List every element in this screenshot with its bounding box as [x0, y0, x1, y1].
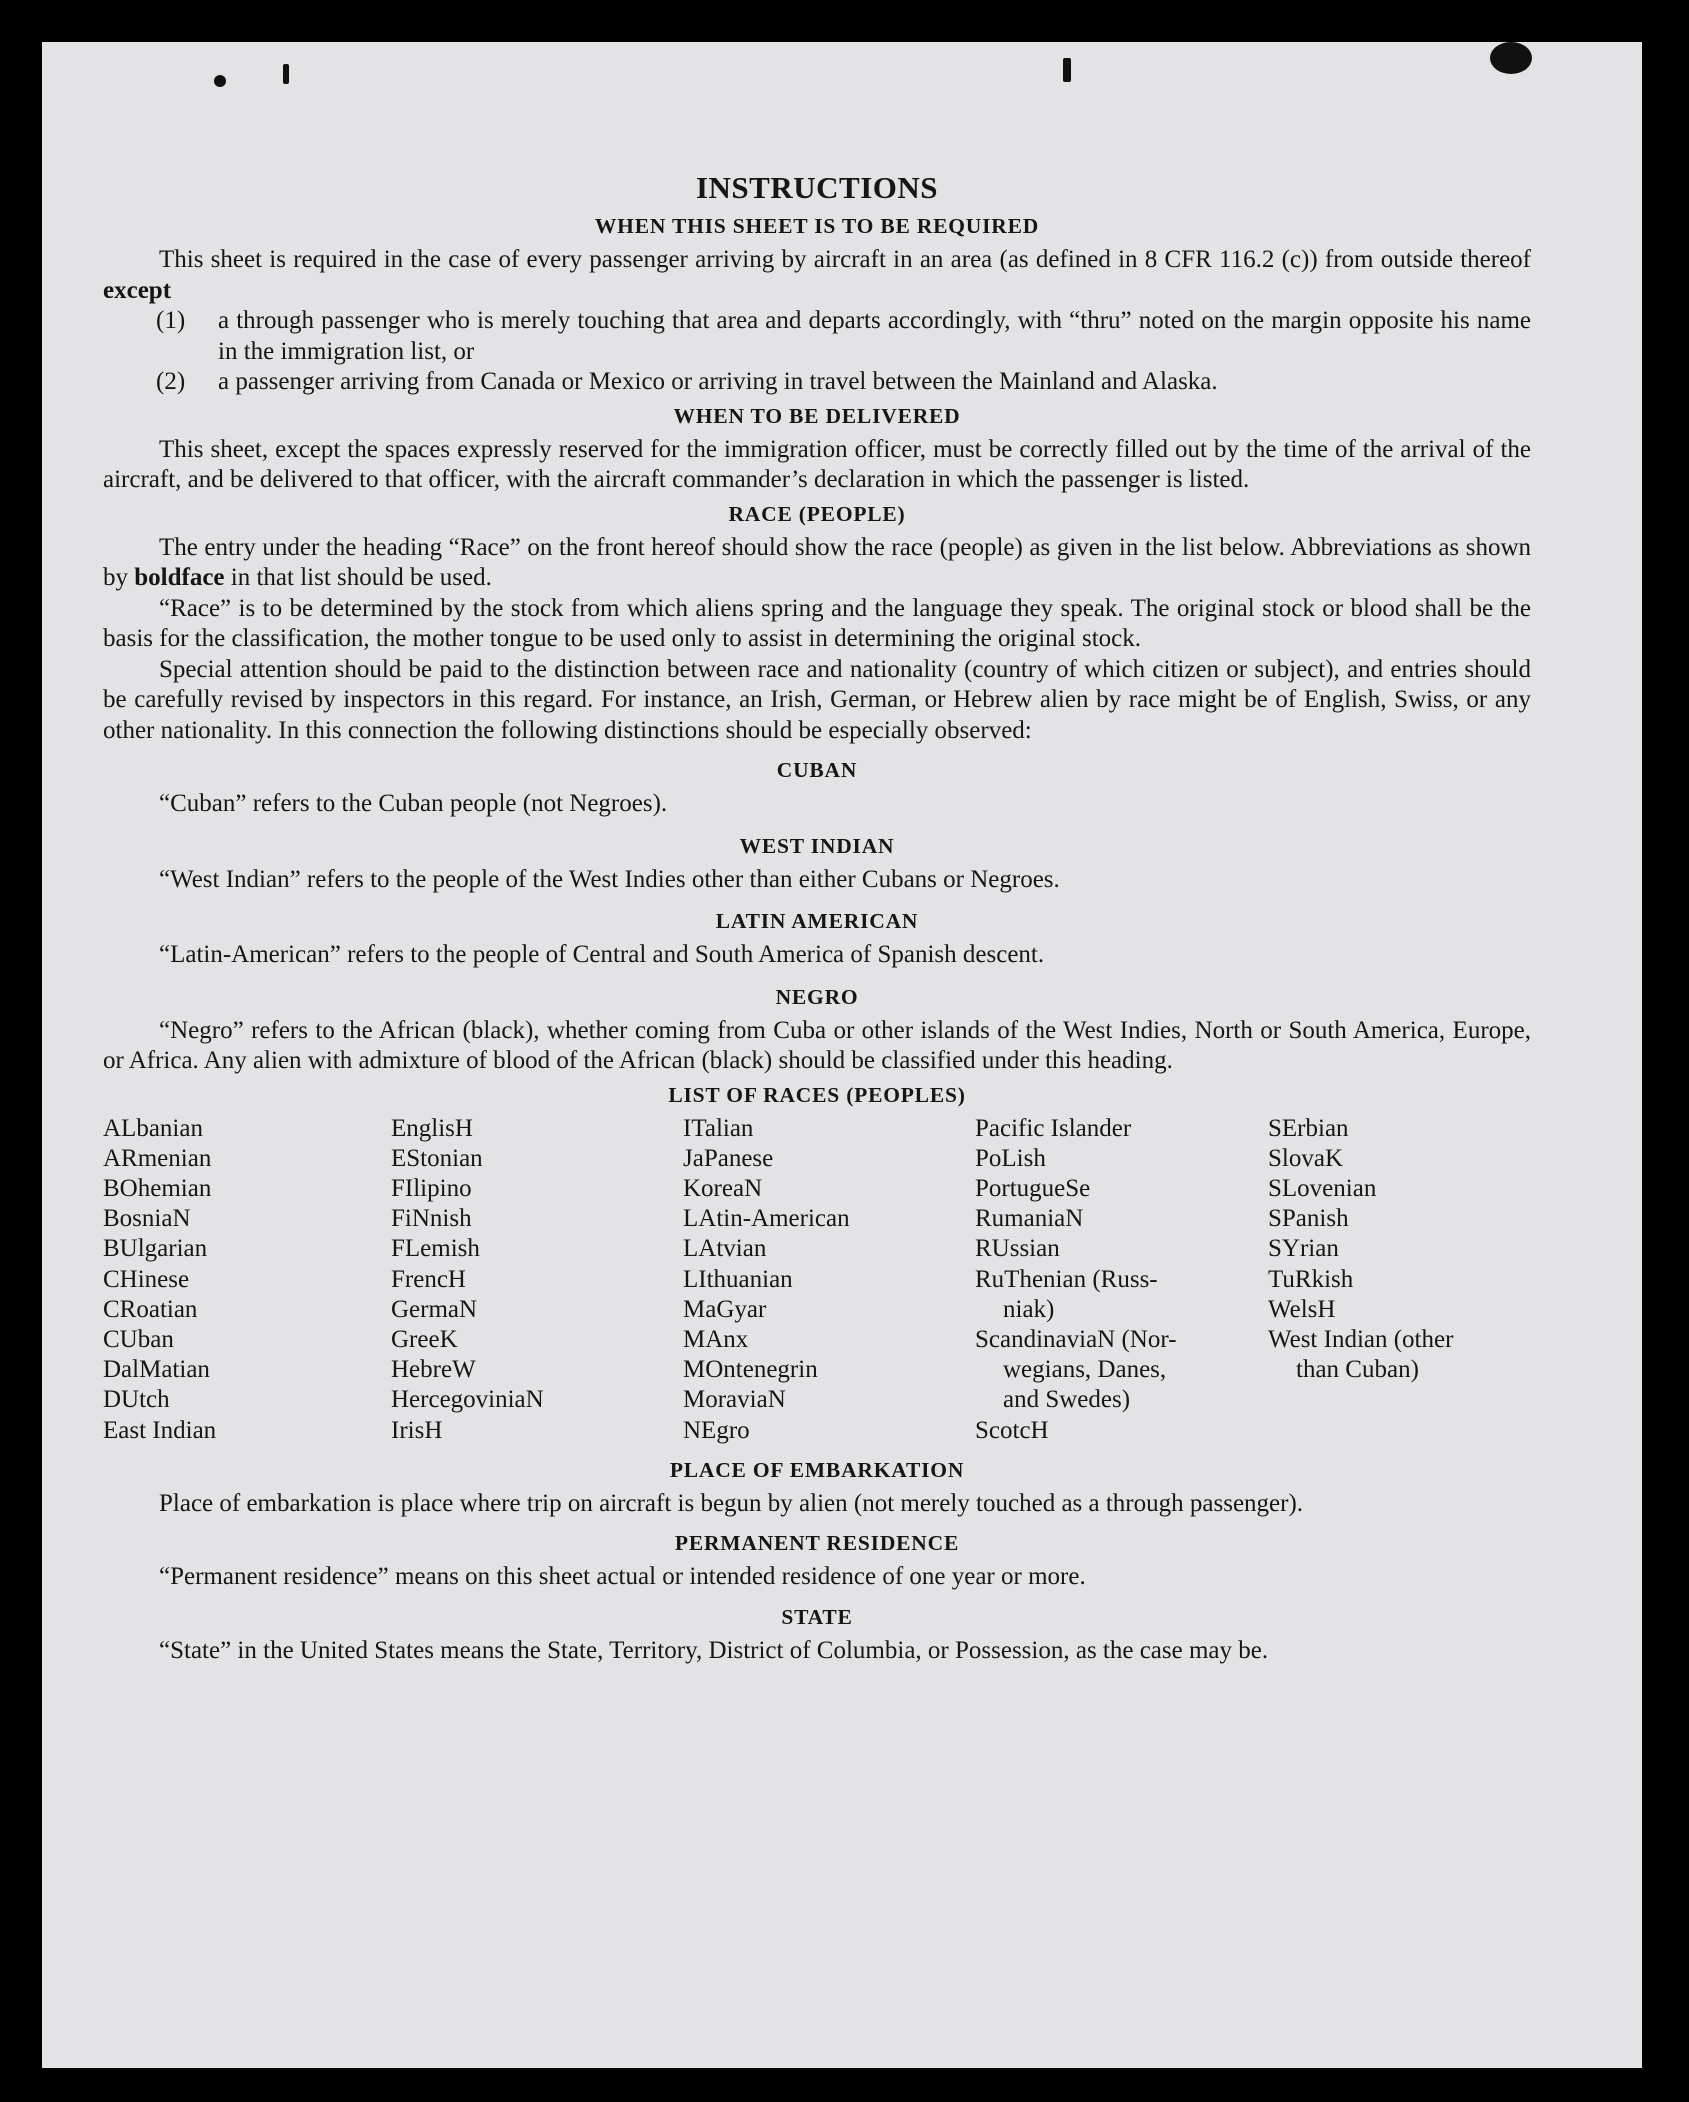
paragraph: “Latin-American” refers to the people of Central and South America of Spanish descent. — [159, 941, 1045, 968]
races-column — [683, 1114, 975, 1446]
races-column — [1268, 1114, 1453, 1446]
list-item — [103, 367, 1531, 398]
section-heading: PLACE OF EMBARKATION — [669, 1457, 965, 1482]
section-heading: WHEN TO BE DELIVERED — [673, 403, 961, 428]
race-entry: HercegoviniaN — [391, 1386, 544, 1414]
race-entry: FrencH — [391, 1265, 466, 1293]
section-heading: CUBAN — [776, 758, 858, 782]
race-entry: DUtch — [103, 1386, 170, 1414]
ink-speck — [1063, 58, 1071, 82]
list-text: a passenger arriving from Canada or Mexico or arriving in travel between the Mainland and Alaska. — [218, 368, 1218, 395]
paragraph: This sheet, except the spaces expressly reserved for the immigration officer, must be correctly filled out by the time of the arrival of the aircraft, and be delivered to that officer, with the aircraft commander’s declaration in which the passenger is listed. — [103, 435, 1531, 493]
race-entry: MAnx — [683, 1325, 749, 1353]
paragraph-bold-text: boldface — [134, 564, 225, 591]
race-entry: MoraviaN — [683, 1386, 786, 1414]
race-entry: WelsH — [1268, 1295, 1336, 1323]
paragraph: “Permanent residence” means on this sheet actual or intended residence of one year or more. — [159, 1563, 1086, 1591]
race-entry: IrisH — [391, 1416, 443, 1444]
race-entry: SlovaK — [1268, 1144, 1343, 1172]
race-entry: SYrian — [1268, 1235, 1339, 1263]
page-title: INSTRUCTIONS — [695, 170, 938, 205]
races-column — [391, 1114, 683, 1446]
paragraph-text: This sheet is required in the case of every passenger arriving by aircraft in an area (as defined in 8 CFR 116.2 (c)) from outside thereof — [159, 246, 1531, 273]
race-entry: CRoatian — [103, 1295, 198, 1323]
race-entry: LAtin-American — [683, 1205, 850, 1233]
list-text: a through passenger who is merely touching that area and departs accordingly, with “thru” noted on the margin opposite his name in the immigration list, or — [218, 307, 1531, 365]
race-entry: LAtvian — [683, 1235, 767, 1263]
race-entry: West Indian (other — [1268, 1325, 1454, 1353]
race-entry: FLemish — [391, 1235, 480, 1263]
race-entry: TuRkish — [1268, 1265, 1354, 1293]
races-column — [975, 1114, 1268, 1446]
paragraph: “Race” is to be determined by the stock from which aliens spring and the language they speak. The original stock or blood shall be the basis for the classification, the mother tongue to be used only to assist in determining the original stock. — [103, 594, 1531, 652]
race-entry: BosniaN — [103, 1205, 191, 1233]
race-entry: DalMatian — [103, 1356, 210, 1384]
paragraph: “West Indian” refers to the people of the West Indies other than either Cubans or Negroes. — [159, 865, 1060, 893]
races-column — [103, 1114, 391, 1446]
section-heading: WEST INDIAN — [739, 833, 895, 858]
race-entry: GermaN — [391, 1295, 478, 1323]
race-entry: CUban — [103, 1325, 174, 1353]
race-entry: ScotcH — [975, 1416, 1049, 1444]
race-entry: GreeK — [391, 1325, 458, 1353]
section-heading: NEGRO — [775, 984, 859, 1009]
section-heading: STATE — [781, 1604, 853, 1629]
race-entry: SPanish — [1268, 1205, 1349, 1233]
document-page — [42, 42, 1642, 2068]
race-entry: EnglisH — [391, 1114, 473, 1142]
race-entry: than Cuban) — [1296, 1356, 1419, 1384]
race-entry: MaGyar — [683, 1295, 767, 1323]
race-entry: NEgro — [683, 1416, 750, 1444]
section-heading: LATIN AMERICAN — [715, 909, 919, 933]
race-entry: FIlipino — [391, 1174, 472, 1202]
race-entry: PoLish — [975, 1144, 1046, 1172]
race-entry: ScandinaviaN (Nor- — [975, 1325, 1177, 1353]
paragraph-text: in that list should be used. — [230, 564, 492, 591]
race-entry: SLovenian — [1268, 1174, 1377, 1202]
paragraph — [103, 533, 1531, 594]
section-heading: PERMANENT RESIDENCE — [674, 1531, 960, 1556]
ink-speck — [214, 75, 226, 87]
race-entry: BOhemian — [103, 1174, 212, 1202]
race-entry: LIthuanian — [683, 1265, 793, 1293]
race-entry: Pacific Islander — [975, 1114, 1132, 1142]
race-entry: HebreW — [391, 1356, 476, 1384]
section-heading: RACE (PEOPLE) — [728, 501, 906, 526]
race-entry: and Swedes) — [1003, 1386, 1131, 1414]
paragraph: Place of embarkation is place where trip on aircraft is begun by alien (not merely touched as a through passenger). — [159, 1489, 1304, 1517]
race-entry: SErbian — [1268, 1114, 1349, 1142]
race-entry: PortugueSe — [975, 1174, 1091, 1202]
paragraph — [103, 245, 1531, 306]
ink-speck — [1490, 42, 1532, 74]
paragraph: “Cuban” refers to the Cuban people (not Negroes). — [159, 790, 668, 817]
paragraph: “State” in the United States means the State, Territory, District of Columbia, or Possession, as the case may be. — [159, 1636, 1269, 1664]
race-entry: CHinese — [103, 1265, 190, 1293]
paragraph: “Negro” refers to the African (black), whether coming from Cuba or other islands of the West Indies, North or South America, Europe, or Africa. Any alien with admixture of blood of the African (black) should be classified under this heading. — [103, 1016, 1531, 1074]
list-number: (1) — [156, 307, 186, 334]
race-entry: ALbanian — [103, 1114, 203, 1142]
race-entry: FiNnish — [391, 1205, 472, 1233]
race-entry: East Indian — [103, 1416, 217, 1444]
races-list — [103, 1114, 1531, 1446]
paragraph-bold-text: except — [103, 276, 172, 304]
list-number: (2) — [156, 368, 186, 395]
race-entry: MOntenegrin — [683, 1356, 818, 1384]
race-entry: wegians, Danes, — [1003, 1356, 1167, 1384]
list-item — [103, 306, 1531, 367]
ink-speck — [283, 64, 289, 84]
paragraph-text: The entry under the heading “Race” on the front hereof should show the race (people) as given in the list below. Abbreviations as shown by — [103, 533, 1531, 591]
race-entry: KoreaN — [683, 1174, 763, 1202]
race-entry: JaPanese — [683, 1144, 774, 1172]
paragraph: Special attention should be paid to the distinction between race and nationality (country of which citizen or subject), and entries should be carefully revised by inspectors in this regard. For instance, an Irish, German, or Hebrew alien by race might be of English, Swiss, or any other nationality. In this connection the following distinctions should be especially observed: — [103, 655, 1531, 744]
race-entry: RuThenian (Russ- — [975, 1265, 1158, 1293]
race-entry: RUssian — [975, 1235, 1060, 1263]
section-heading: LIST OF RACES (PEOPLES) — [668, 1082, 966, 1107]
race-entry: EStonian — [391, 1144, 483, 1172]
race-entry: ARmenian — [103, 1144, 212, 1172]
section-heading: WHEN THIS SHEET IS TO BE REQUIRED — [594, 214, 1040, 238]
race-entry: ITalian — [683, 1114, 754, 1142]
race-entry: BUlgarian — [103, 1235, 208, 1263]
race-entry: RumaniaN — [975, 1205, 1084, 1233]
race-entry: niak) — [1003, 1295, 1055, 1323]
